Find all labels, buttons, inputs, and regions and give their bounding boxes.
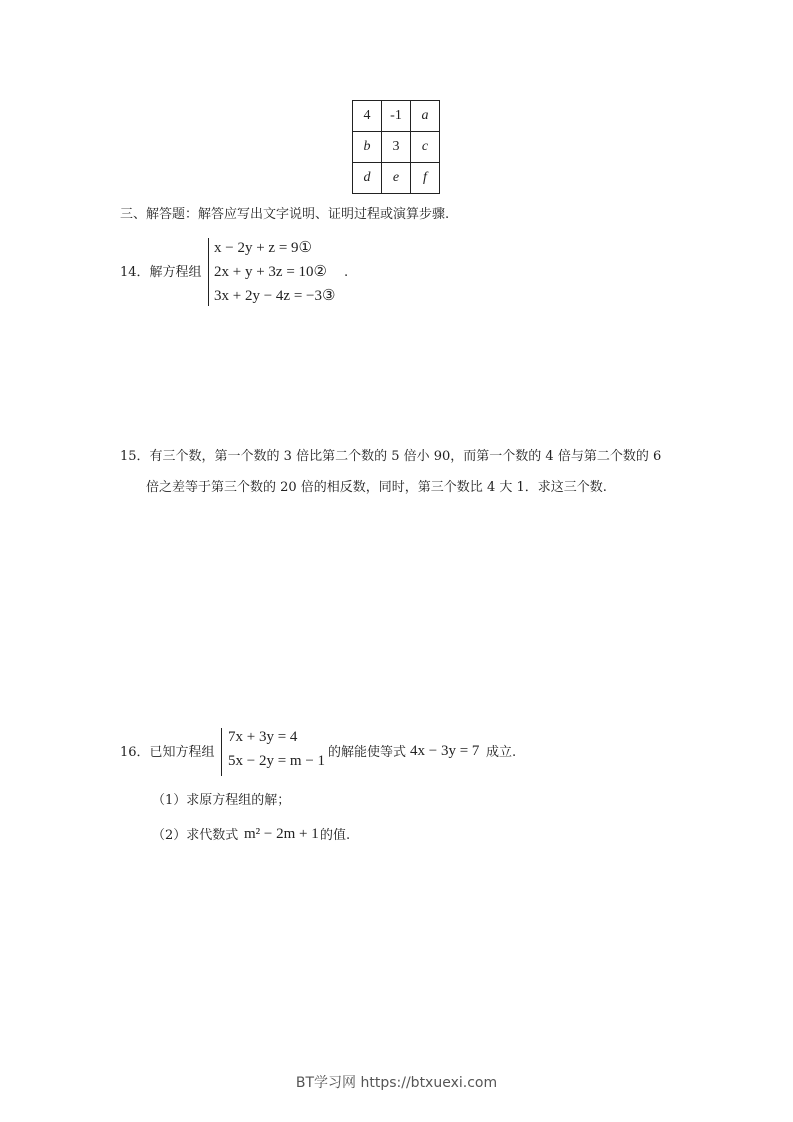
grid-cell: f [411, 163, 440, 194]
grid-cell: -1 [382, 101, 411, 132]
q16-prefix: 16．已知方程组 [120, 745, 215, 760]
footer-watermark: BT学习网 https://btxuexi.com [295, 1075, 498, 1091]
q16-part-2-expression: m² − 2m + 1 [244, 826, 319, 842]
q16-part-2-prefix: （2）求代数式 [152, 828, 239, 843]
q16-condition: 4x − 3y = 7 [410, 743, 480, 759]
q16-suffix: 成立. [486, 745, 517, 760]
q16-equation-2: 5x − 2y = m − 1 [228, 753, 326, 769]
grid-cell: c [411, 132, 440, 163]
grid-row [353, 132, 440, 163]
q14-suffix: . [344, 265, 349, 280]
q16-brace [221, 728, 228, 776]
q16-mid: 的解能使等式 [328, 745, 407, 760]
grid-cell: b [353, 132, 382, 163]
grid-cell: e [382, 163, 411, 194]
grid-cell: d [353, 163, 382, 194]
q15-line-2: 倍之差等于第三个数的 20 倍的相反数，同时，第三个数比 4 大 1．求这三个数. [146, 480, 607, 495]
q14-equation-2: 2x + y + 3z = 10② [214, 264, 327, 280]
q16-part-1: （1）求原方程组的解； [152, 793, 291, 808]
number-grid [352, 100, 440, 194]
q16-part-2-suffix: 的值. [320, 828, 351, 843]
grid-cell: a [411, 101, 440, 132]
q15-line-1: 15．有三个数，第一个数的 3 倍比第二个数的 5 倍小 90，而第一个数的 4 倍与第二个数的 6 [120, 449, 662, 464]
q16-equation-1: 7x + 3y = 4 [228, 729, 298, 745]
grid-row [353, 163, 440, 194]
section-heading: 三、解答题：解答应写出文字说明、证明过程或演算步骤. [120, 207, 450, 222]
grid-row [353, 101, 440, 132]
q14-equation-3: 3x + 2y − 4z = −3③ [214, 288, 336, 304]
grid-cell: 3 [382, 132, 411, 163]
grid-cell: 4 [353, 101, 382, 132]
q14-prefix: 14．解方程组 [120, 265, 202, 280]
q14-equation-1: x − 2y + z = 9① [214, 240, 312, 256]
